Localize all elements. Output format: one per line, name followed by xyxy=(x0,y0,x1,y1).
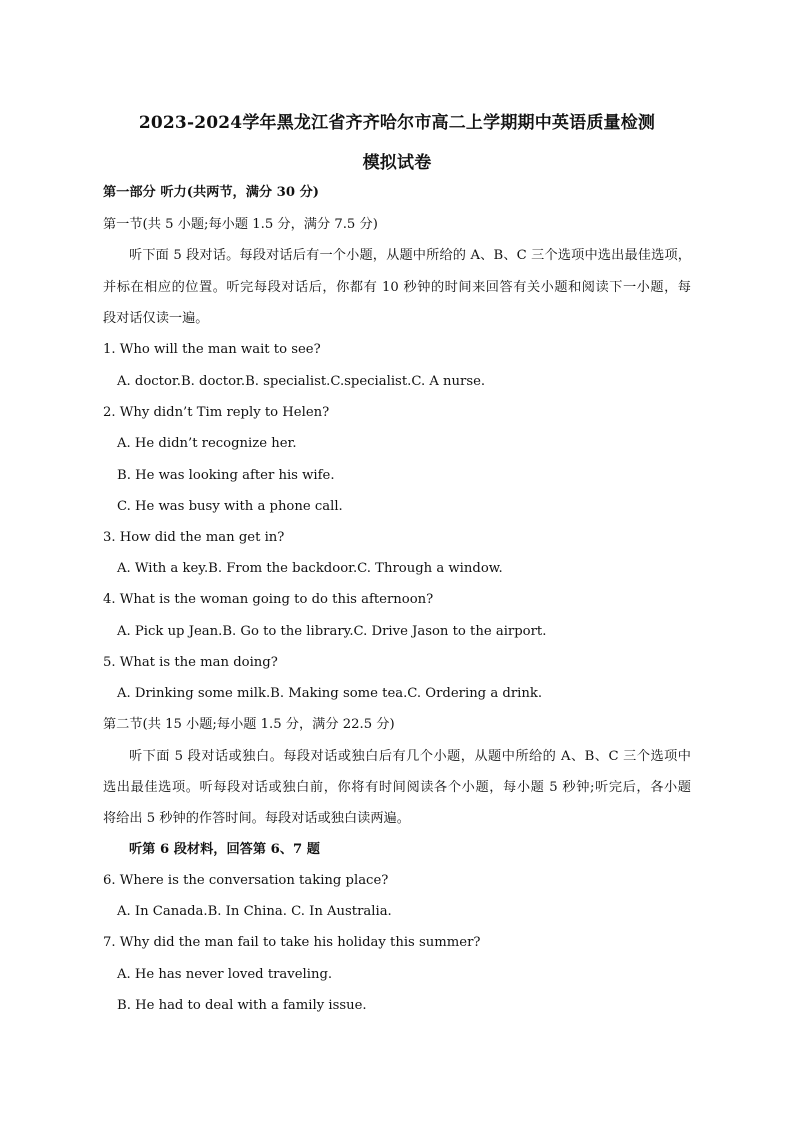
section2-heading: 第二节(共 15 小题;每小题 1.5 分，满分 22.5 分) xyxy=(103,717,395,732)
section1-instruction-2: 并标在相应的位置。听完每段对话后，你都有 10 秒钟的时间来回答有关小题和阅读下一小题，每 xyxy=(103,280,691,295)
question-6-options: A. In Canada.B. In China. C. In Australia. xyxy=(117,904,392,919)
section1-instruction-3: 段对话仅读一遍。 xyxy=(103,311,209,326)
section2-instruction-1: 听下面 5 段对话或独白。每段对话或独白后有几个小题，从题中所给的 A、B、C 三个选项中 xyxy=(129,749,691,764)
question-2-option-b: B. He was looking after his wife. xyxy=(117,468,335,483)
question-1-options: A. doctor.B. doctor.B. specialist.C.specialist.C. A nurse. xyxy=(117,374,486,389)
section1-instruction-1: 听下面 5 段对话。每段对话后有一个小题，从题中所给的 A、B、C 三个选项中选出最佳选项， xyxy=(129,248,691,263)
question-7: 7. Why did the man fail to take his holiday this summer? xyxy=(103,935,481,950)
exam-title-line2: 模拟试卷 xyxy=(362,153,432,173)
question-4: 4. What is the woman going to do this afternoon? xyxy=(103,592,434,607)
question-7-option-a: A. He has never loved traveling. xyxy=(117,967,333,982)
question-2: 2. Why didn’t Tim reply to Helen? xyxy=(103,405,330,420)
question-2-option-c: C. He was busy with a phone call. xyxy=(117,499,343,514)
question-3: 3. How did the man get in? xyxy=(103,530,285,545)
part1-heading: 第一部分 听力(共两节，满分 30 分) xyxy=(103,185,320,200)
question-3-options: A. With a key.B. From the backdoor.C. Through a window. xyxy=(117,561,503,576)
question-2-option-a: A. He didn’t recognize her. xyxy=(117,436,297,451)
question-4-options: A. Pick up Jean.B. Go to the library.C. Drive Jason to the airport. xyxy=(117,624,547,639)
section2-instruction-3: 将给出 5 秒钟的作答时间。每段对话或独白读两遍。 xyxy=(103,811,410,826)
section2-instruction-2: 选出最佳选项。听每段对话或独白前，你将有时间阅读各个小题，每小题 5 秒钟;听完后，各小题 xyxy=(103,780,691,795)
section1-heading: 第一节(共 5 小题;每小题 1.5 分，满分 7.5 分) xyxy=(103,217,378,232)
question-1: 1. Who will the man wait to see? xyxy=(103,342,321,357)
question-7-option-b: B. He had to deal with a family issue. xyxy=(117,998,367,1013)
question-5-options: A. Drinking some milk.B. Making some tea.C. Ordering a drink. xyxy=(117,686,543,701)
exam-title-line1: 2023-2024学年黑龙江省齐齐哈尔市高二上学期期中英语质量检测 xyxy=(138,113,656,133)
question-5: 5. What is the man doing? xyxy=(103,655,278,670)
question-6: 6. Where is the conversation taking place? xyxy=(103,873,389,888)
material-note: 听第 6 段材料，回答第 6、7 题 xyxy=(129,842,320,857)
